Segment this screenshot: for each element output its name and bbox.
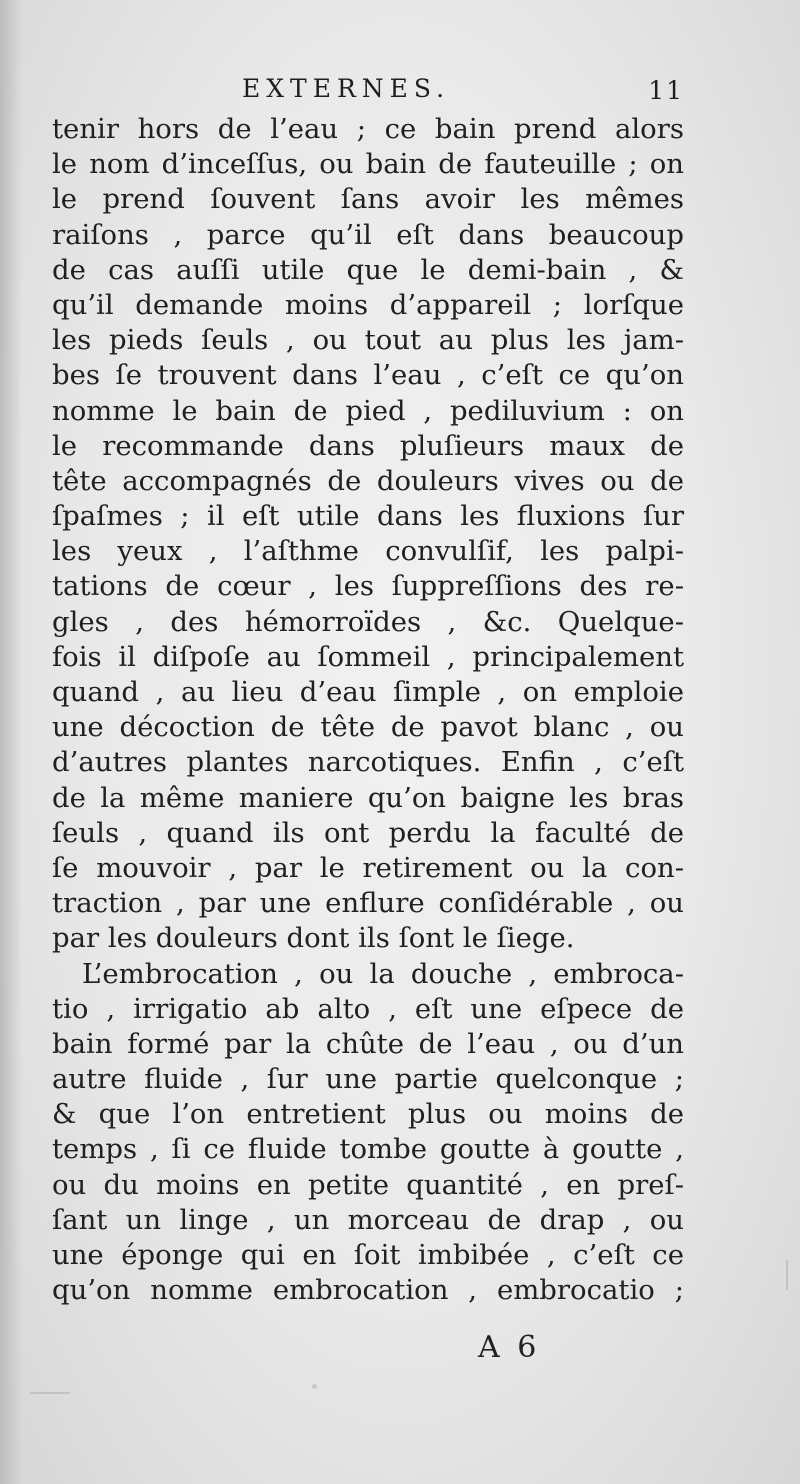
text-line: tête accompagnés de douleurs vives ou de — [52, 464, 684, 497]
text-line: ou du moins en petite quantité , en preſ- — [52, 1168, 684, 1201]
text-line: quand , au lieu d’eau ſimple , on emploie — [52, 676, 684, 708]
text-line: ſpaſmes ; il eſt utile dans les fluxions ſur — [52, 500, 684, 533]
page-number: 11 — [648, 76, 684, 105]
text-line: & que l’on entretient plus ou moins de — [52, 1098, 684, 1131]
page-edge-shadow — [0, 0, 22, 1484]
text-line: raiſons , parce qu’il eſt dans beaucoup — [52, 218, 684, 251]
text-line: temps , ſi ce fluide tombe goutte à goutte , — [52, 1133, 684, 1166]
text-line: par les douleurs dont ils ſont le ſiege. — [52, 922, 575, 955]
text-line: ſant un linge , un morceau de drap , ou — [52, 1203, 684, 1236]
text-line: les yeux , l’aſthme convulſif, les palpi- — [52, 535, 684, 568]
paper-crease — [786, 1260, 788, 1290]
text-line: les pieds ſeuls , ou tout au plus les jam- — [52, 324, 684, 357]
text-line: nomme le bain de pied , pediluvium : on — [52, 394, 684, 427]
text-line: autre fluide , ſur une partie quelconque ; — [52, 1063, 684, 1096]
text-line: qu’il demande moins d’appareil ; lorſque — [52, 288, 684, 321]
text-line: le recommande dans pluſieurs maux de — [52, 429, 684, 462]
running-title: EXTERNES. — [242, 74, 451, 103]
text-line: le nom d’inceſſus, ou bain de fauteuille ; on — [52, 148, 684, 181]
text-line: bes ſe trouvent dans l’eau , c’eſt ce qu’on — [52, 359, 684, 392]
text-line: de cas auſſi utile que le demi-bain , & — [52, 253, 684, 286]
paper-crease — [30, 1392, 70, 1394]
text-line: une éponge qui en ſoit imbibée , c’eſt ce — [52, 1239, 684, 1271]
text-line: ſeuls , quand ils ont perdu la faculté de — [52, 816, 684, 849]
text-line: qu’on nomme embrocation , embrocatio ; — [52, 1274, 684, 1307]
text-line: ſe mouvoir , par le retirement ou la con- — [52, 851, 684, 884]
text-line: bain formé par la chûte de l’eau , ou d’un — [52, 1027, 684, 1060]
text-line: une décoction de tête de pavot blanc , ou — [52, 711, 684, 744]
signature-mark: A 6 — [478, 1330, 541, 1365]
text-line: traction , par une enflure conſidérable , ou — [52, 887, 684, 920]
page-header — [52, 74, 684, 114]
text-line: tenir hors de l’eau ; ce bain prend alors — [52, 113, 684, 145]
text-line: le prend ſouvent ſans avoir les mêmes — [52, 183, 684, 216]
text-line: de la même maniere qu’on baigne les bras — [52, 781, 684, 814]
text-line: d’autres plantes narcotiques. Enfin , c’eſt — [52, 746, 684, 779]
text-line: gles , des hémorroïdes , &c. Quelque- — [52, 605, 684, 638]
text-line: L’embrocation , ou la douche , embroca- — [82, 957, 684, 990]
body-text — [52, 112, 684, 1308]
text-line: tations de cœur , les ſuppreſſions des re- — [52, 570, 684, 603]
ink-smudge — [312, 1384, 317, 1389]
text-line: fois il diſpoſe au ſommeil , principalement — [52, 640, 684, 673]
text-line: tio , irrigatio ab alto , eſt une eſpece de — [52, 992, 684, 1025]
